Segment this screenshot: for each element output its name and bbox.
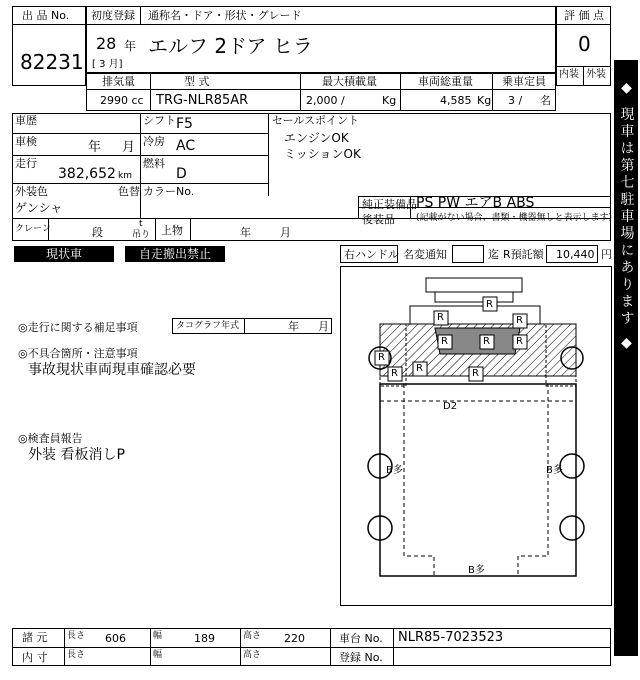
r-mark-6: R (516, 336, 523, 347)
interior-dims-label: 内 寸 (22, 651, 48, 664)
defects-label: ◎不具合箇所・注意事項 (18, 347, 138, 360)
interior-label: 内装 (559, 69, 579, 80)
r-mark-5: R (483, 336, 490, 347)
sales-point-1: エンジンOK (284, 131, 349, 145)
exterior-label: 外装 (586, 69, 606, 80)
cargo-bed (380, 384, 576, 576)
r-mark-2: R (437, 312, 444, 323)
r-mark-9: R (472, 368, 479, 379)
r-mark-3: R (516, 315, 523, 326)
current-state-badge: 現状車 (14, 246, 114, 262)
inspection-month-unit: 月 (122, 140, 136, 155)
damage-b-bottom: B多 (468, 565, 485, 576)
sales-point-2: ミッションOK (284, 147, 361, 161)
history-label: 車歴 (15, 114, 37, 127)
interior-width-label: 幅 (153, 650, 163, 660)
driving-remarks-label: ◎走行に関する補足事項 (18, 321, 138, 334)
lot-no: 82231 (20, 50, 84, 74)
r-mark-10: R (378, 352, 385, 363)
fuel: D (176, 166, 187, 182)
crane-label: クレーン (15, 224, 51, 234)
crane-hoist-unit: 吊り (132, 230, 151, 240)
mileage-label: 走行 (15, 157, 37, 170)
ext-color-label: 外装色 (15, 185, 48, 198)
color-no-label: カラーNo. (143, 185, 195, 198)
r-mark-1: R (486, 299, 493, 310)
color-change-label: 色替 (118, 185, 140, 198)
parking-location-text: ◆ 現車は第七駐車場にあります ◆ (618, 80, 635, 354)
crane-t-unit: t (139, 219, 143, 229)
name-label: 通称名・ドア・形状・グレード (148, 9, 302, 22)
rhd: 右ハンドル (344, 248, 399, 261)
gross-weight-label: 車両総重量 (418, 75, 473, 88)
year-unit: 年 (124, 39, 137, 53)
upper-year-unit: 年 (240, 226, 251, 239)
inspector-text: 外装 看板消しP (28, 447, 125, 463)
damage-b-left: B多 (386, 465, 403, 476)
interior-length-label: 長さ (67, 650, 86, 660)
parking-location-banner (614, 60, 638, 656)
vehicle-diagram (340, 266, 612, 606)
retrofit-note: (記載がない場合、書類・機器無しと表示します) (416, 213, 613, 223)
first-reg-label: 初度登録 (91, 9, 135, 22)
max-load-unit: Kg (382, 94, 397, 107)
shift-label: シフト (143, 114, 176, 127)
chassis: NLR85-7023523 (398, 630, 504, 645)
ac-label: 冷房 (143, 135, 165, 148)
capacity: 3 / (508, 94, 523, 107)
score-label: 評 価 点 (564, 9, 604, 22)
inspection-label: 車検 (15, 135, 37, 148)
reg-no-label: 登録 No. (339, 651, 383, 664)
upper-month-unit: 月 (280, 226, 291, 239)
name-change-label: 名変通知 (403, 248, 447, 261)
shift: F5 (176, 116, 193, 132)
expense-label: 迄 (488, 248, 499, 261)
capacity-label: 乗車定員 (502, 75, 546, 88)
displacement: 2990 cc (100, 94, 144, 107)
mileage: 382,652 (58, 166, 116, 182)
max-load: 2,000 / (306, 94, 345, 107)
defects-text: 事故現状車両現車確認必要 (28, 362, 196, 378)
car-name: エルフ 2ドア ヒラ (148, 34, 313, 58)
chassis-label: 車台 No. (339, 632, 383, 645)
height-label: 高さ (243, 631, 262, 641)
gross-weight-unit: Kg (477, 94, 492, 107)
width-label: 幅 (153, 631, 163, 641)
upper-label: 上物 (161, 224, 183, 237)
self-drive-banned-badge: 自走搬出禁止 (125, 246, 225, 262)
inspection-year-unit: 年 (88, 140, 102, 155)
tacho-month-unit: 月 (318, 320, 329, 333)
capacity-unit: 名 (540, 94, 551, 107)
fuel-label: 燃料 (143, 157, 165, 170)
retrofit-label: 後装品 (362, 213, 395, 226)
dims-label: 諸 元 (22, 631, 48, 644)
yen: 円 (601, 248, 612, 261)
inspector-label: ◎検査員報告 (18, 432, 83, 445)
equipment-label: 純正装備品 (362, 198, 417, 211)
height: 220 (284, 632, 305, 645)
sales-points-label: セールスポイント (272, 114, 360, 127)
recycle-amount: 10,440 (556, 248, 595, 261)
score: 0 (578, 32, 591, 56)
r-mark-8: R (416, 363, 423, 374)
mileage-unit: km (118, 171, 132, 181)
gross-weight: 4,585 (440, 94, 472, 107)
width: 189 (194, 632, 215, 645)
ac: AC (176, 138, 196, 154)
r-mark-7: R (391, 368, 398, 379)
first-reg-month: [ 3 月] (92, 59, 123, 70)
name-change-box (452, 245, 484, 263)
length: 606 (105, 632, 126, 645)
lot-no-label: 出 品 No. (22, 9, 70, 22)
tacho-year-unit: 年 (288, 320, 299, 333)
tachograph-label: タコグラフ年式 (176, 321, 240, 331)
cab-roof (426, 278, 522, 292)
damage-b-right: B多 (546, 465, 563, 476)
damage-d2: D2 (443, 401, 458, 412)
length-label: 長さ (67, 631, 86, 641)
r-mark-4: R (441, 336, 448, 347)
displacement-label: 排気量 (102, 75, 135, 88)
ext-color: ゲンシャ (15, 201, 63, 215)
first-reg-year: 28 (96, 34, 117, 53)
crane-stage-unit: 段 (92, 226, 103, 239)
equipment: PS PW エアB ABS (416, 195, 535, 211)
interior-height-label: 高さ (243, 650, 262, 660)
model: TRG-NLR85AR (156, 93, 249, 108)
recycle-label: R預託額 (503, 248, 544, 261)
model-label: 型 式 (184, 75, 210, 88)
max-load-label: 最大積載量 (322, 75, 377, 88)
